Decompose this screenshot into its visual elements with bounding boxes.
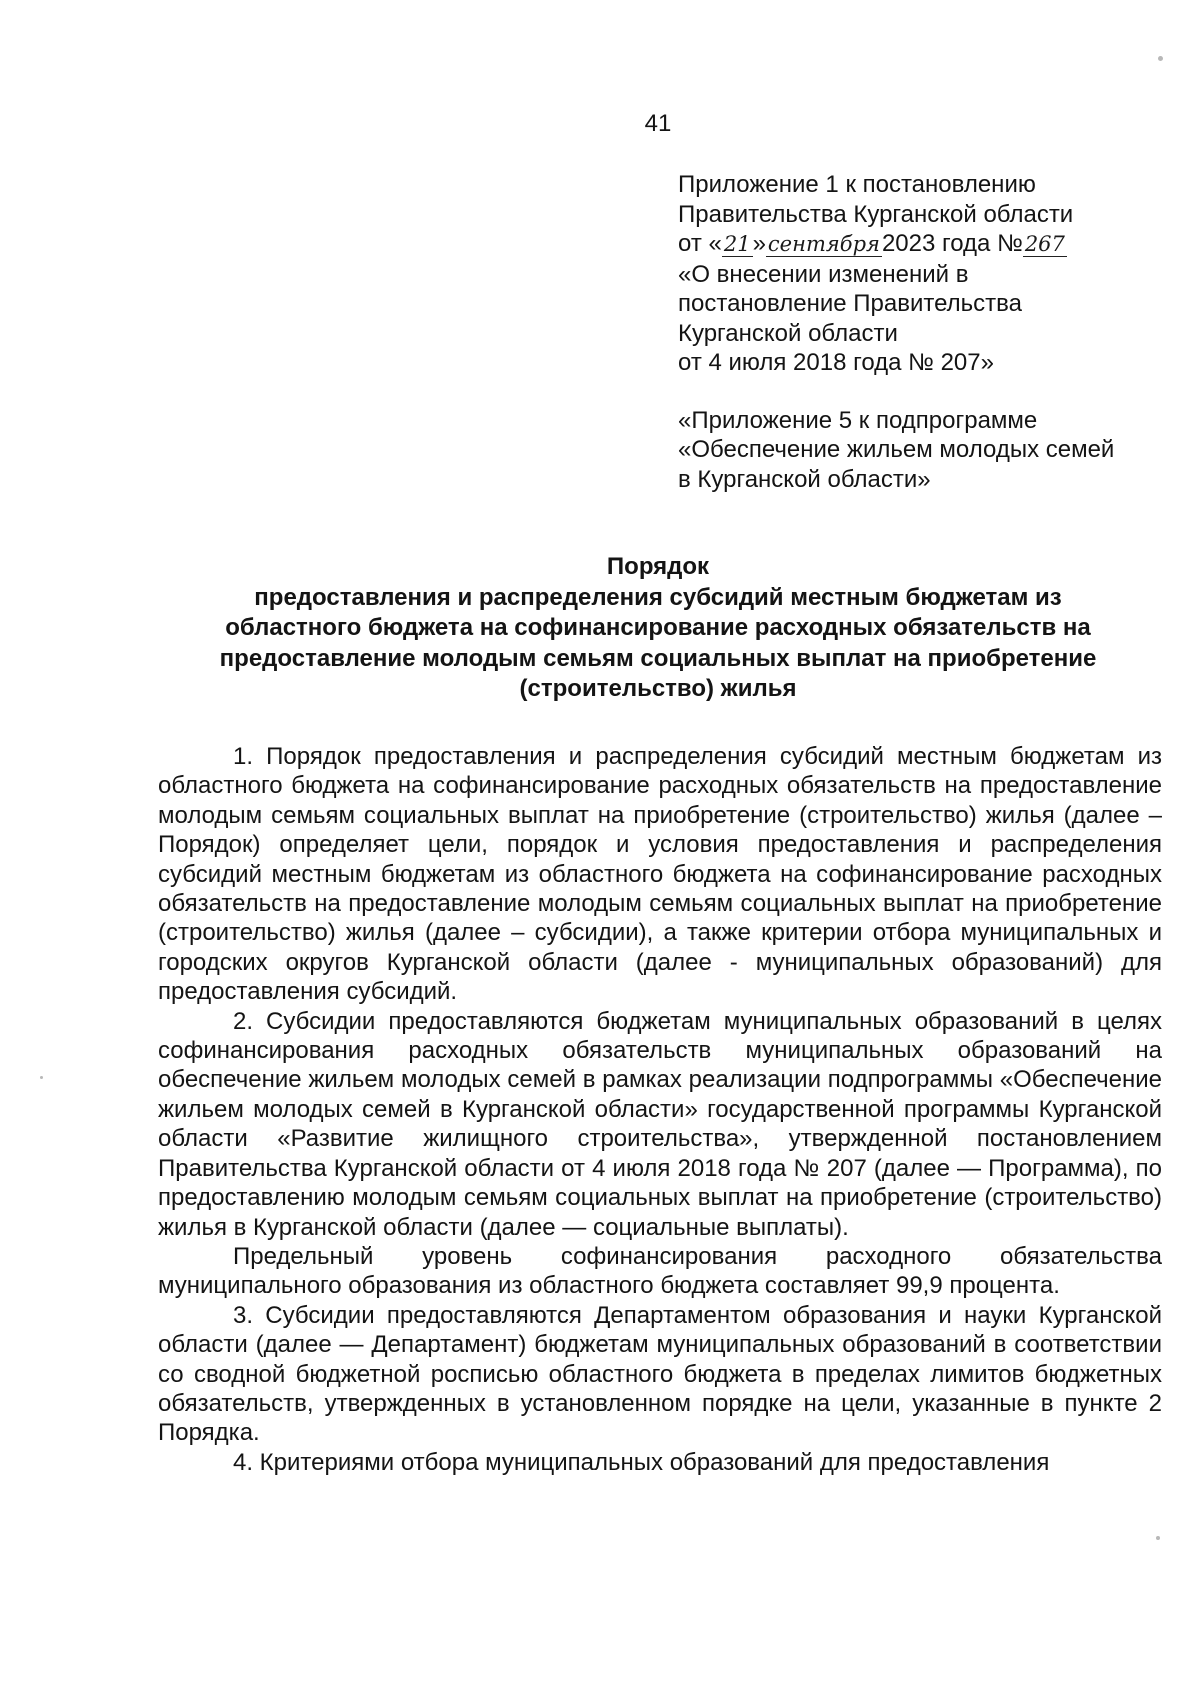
- attachment-line: «О внесении изменений в: [678, 260, 969, 288]
- handwritten-month: сентября: [767, 232, 880, 256]
- scan-speck: [1156, 1536, 1160, 1540]
- page-number: 41: [644, 110, 672, 137]
- appendix-header: [678, 406, 1158, 495]
- handwritten-number: 267: [1024, 232, 1065, 256]
- attachment-line: Правительства Курганской области: [678, 200, 1074, 228]
- attachment-line: постановление Правительства: [678, 290, 1022, 317]
- ref-year: 2023 года №: [881, 230, 1023, 257]
- paragraph-1: 1. Порядок предоставления и распределения субсидий местным бюджетам из областного бюджета на софинансирование расходных обязательств на предоставление молодым семьям социальных выплат на приобретение (строительство) жилья (далее – Порядок) определяет цели, порядок и условия предоставления и распределения субсидий местным бюджетам из областного бюджета на софинансирование расходных обязательств на предоставление молодым семьям социальных выплат на приобретение (строительство) жилья (далее – субсидии), а также критерии отбора муниципальных и городских округов Курганской области (далее - муниципальных образований) для предоставления субсидий.: [158, 743, 1162, 1006]
- scan-speck: [1158, 56, 1163, 61]
- title-line: Порядок: [606, 553, 710, 580]
- appendix-line: «Обеспечение жильем молодых семей: [678, 436, 1115, 463]
- scan-speck: [40, 1076, 43, 1079]
- paragraph-3: 3. Субсидии предоставляются Департаментом образования и науки Курганской области (далее — Департамент) бюджетам муниципальных образований в соответствии со сводной бюджетной росписью областного бюджета в пределах лимитов бюджетных обязательств, утвержденных в установленном порядке на цели, указанные в пункте 2 Порядка.: [158, 1301, 1162, 1447]
- paragraph-2: 2. Субсидии предоставляются бюджетам муниципальных образований в целях софинансирования расходных обязательств муниципальных образований на обеспечение жильем молодых семей в рамках реализации подпрограммы «Обеспечение жильем молодых семей в Курганской области» государственной программы Курганской области «Развитие жилищного строительства», утвержденной постановлением Правительства Курганской области от 4 июля 2018 года № 207 (далее — Программа), по предоставлению молодым семьям социальных выплат на приобретение (строительство) жилья в Курганской области (далее — социальные выплаты).: [158, 1007, 1162, 1241]
- document-title: [158, 552, 1158, 705]
- resolution-reference: [678, 229, 1158, 260]
- title-line: (строительство) жилья: [519, 675, 797, 702]
- attachment-line: от 4 июля 2018 года № 207»: [678, 349, 994, 376]
- title-line: предоставления и распределения субсидий местным бюджетам из: [254, 583, 1062, 611]
- paragraph-4: 4. Критериями отбора муниципальных образований для предоставления: [233, 1448, 1050, 1476]
- appendix-line: в Курганской области»: [678, 465, 931, 493]
- title-line: областного бюджета на софинансирование расходных обязательств на: [225, 614, 1091, 641]
- paragraph-2-cofinancing: Предельный уровень софинансирования расходного обязательства муниципального образования из областного бюджета составляет 99,9 процента.: [158, 1242, 1162, 1300]
- document-body: [158, 742, 1162, 1477]
- handwritten-day: 21: [723, 232, 751, 256]
- ref-prefix: от «: [678, 230, 722, 257]
- ref-mid: »: [752, 230, 766, 257]
- appendix-line: «Приложение 5 к подпрограмме: [678, 406, 1038, 434]
- title-line: предоставление молодым семьям социальных выплат на приобретение: [219, 644, 1097, 672]
- attachment-line: Приложение 1 к постановлению: [678, 171, 1036, 198]
- attachment-header: [678, 170, 1158, 494]
- attachment-line: Курганской области: [678, 319, 898, 347]
